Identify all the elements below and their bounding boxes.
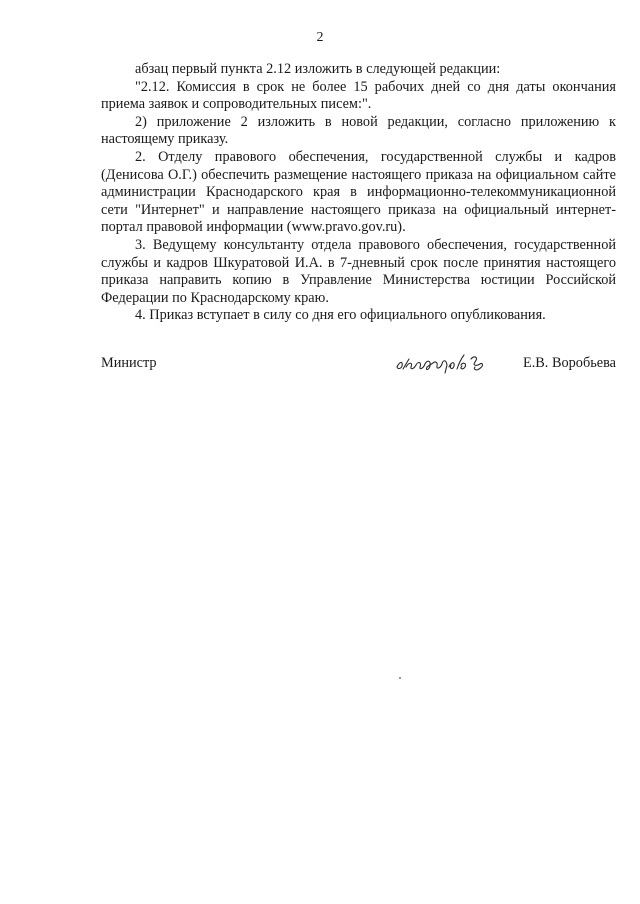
paragraph-point-2: 2. Отделу правового обеспечения, государственной службы и кадров (Денисова О.Г.) обеспечить размещение настоящего приказа на официальном сайте администрации Краснодарского края в информационно-телекоммуникационной сети "Интернет" и направление настоящего приказа на официальный интернет-портал правовой информации (www.pravo.gov.ru).: [101, 148, 616, 236]
scan-speck: [399, 677, 401, 679]
signatory-position: Министр: [101, 355, 157, 371]
paragraph-quote-2-12: "2.12. Комиссия в срок не более 15 рабочих дней со дня даты окончания приема заявок и сопроводительных писем:".: [101, 78, 616, 113]
paragraph-point-3: 3. Ведущему консультанту отдела правового обеспечения, государственной службы и кадров Шкуратовой И.А. в 7-дневный срок после принятия настоящего приказа направить копию в Управление Министерства юстиции Российской Федерации по Краснодарскому краю.: [101, 236, 616, 306]
page-number: 2: [316, 30, 324, 45]
signature-block: [101, 353, 616, 383]
signatory-name: Е.В. Воробьева: [522, 355, 616, 371]
paragraph-point-4: 4. Приказ вступает в силу со дня его официального опубликования.: [135, 307, 546, 324]
document-body: [101, 61, 616, 325]
handwritten-signature: [391, 345, 491, 381]
paragraph-intro: абзац первый пункта 2.12 изложить в следующей редакции:: [135, 61, 501, 77]
paragraph-item-2: 2) приложение 2 изложить в новой редакции, согласно приложению к настоящему приказу.: [101, 113, 616, 148]
